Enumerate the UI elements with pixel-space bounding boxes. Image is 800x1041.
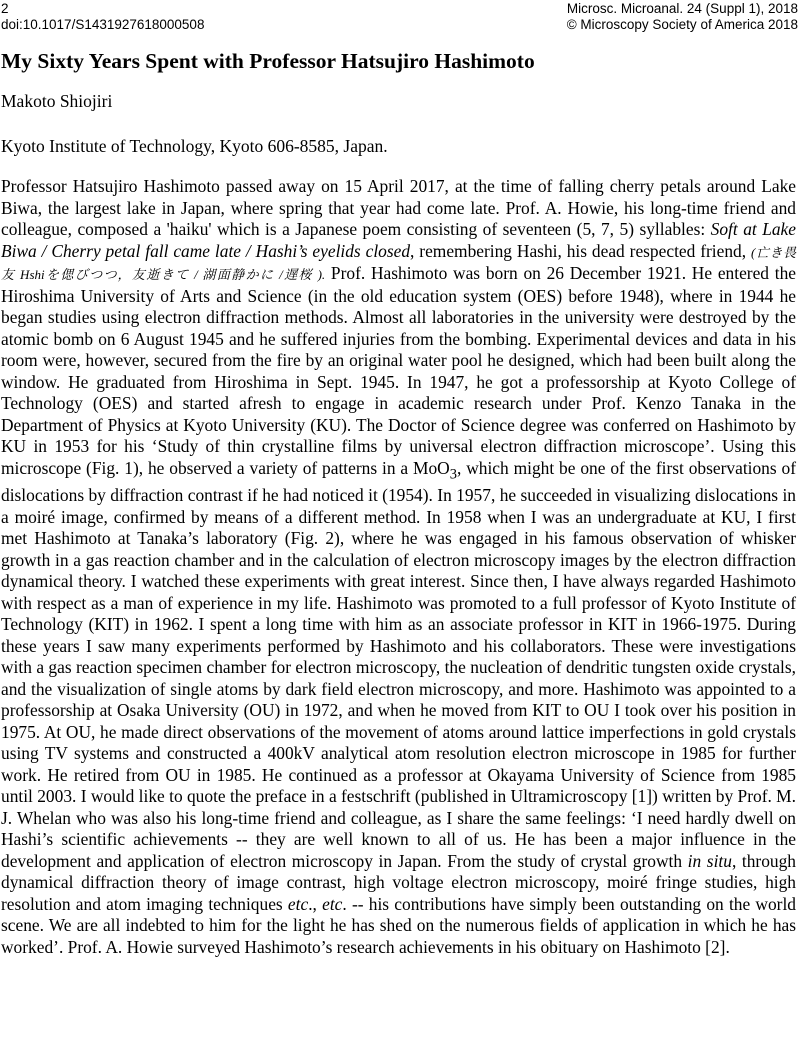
page-number: 2 xyxy=(1,1,9,16)
copyright: © Microscopy Society of America 2018 xyxy=(566,17,798,32)
emphasis-in-situ: in situ xyxy=(687,850,732,871)
body-text: , remembering Hashi, his dead respected friend, xyxy=(410,240,751,261)
body-text: , through dynamical diffraction theory of image contrast, high voltage electron microscopy, moiré fringe studies, high resolution and atom imaging techniques xyxy=(1,850,797,914)
author: Makoto Shiojiri xyxy=(1,91,113,111)
journal-citation: Microsc. Microanal. 24 (Suppl 1), 2018 xyxy=(566,1,798,16)
article-title: My Sixty Years Spent with Professor Hatsujiro Hashimoto xyxy=(1,49,535,73)
body-paragraph xyxy=(1,176,796,958)
subscript: 3 xyxy=(449,465,457,482)
body-text: Professor Hatsujiro Hashimoto passed away on 15 April 2017, at the time of falling cherry petals around Lake Biwa, the largest lake in Japan, where spring that year had come late. Prof. A. Howie, his long-time friend and colleague, composed a 'haiku' which is a Japanese poem consisting of seventeen (5, 7, 5) syllables: xyxy=(1,176,796,239)
emphasis-etc: etc xyxy=(322,893,343,914)
haiku-english: Soft at Lake Biwa / Cherry petal fall came late / Hashi’s eyelids closed xyxy=(1,219,796,261)
body-text: Prof. Hashimoto was born on 26 December 1921. He entered the Hiroshima University of Arts and Science (in the old education system (OES) before 1948), where in 1944 he began studies using electron diffraction methods. Almost all laboratories in the university were destroyed by the atomic bomb on 6 August 1945 and he suffered injuries from the bombing. Experimental devices and data in his room were, however, secured from the fire by an original water pool he designed, which had been built along the window. He graduated from Hiroshima in Sept. 1945. In 1947, he got a professorship at Kyoto College of Technology (OES) and started afresh to engage in academic research under Prof. Kenzo Tanaka in the Department of Physics at Kyoto University (KU). The Doctor of Science degree was conferred on Hashimoto by KU in 1953 for his ‘Study of thin crystalline films by universal electron diffraction microscope’. Using this microscope (Fig. 1), he observed a variety of patterns in a MoO xyxy=(1,263,796,478)
emphasis-etc: etc xyxy=(287,893,309,914)
body-text: , which might be one of the first observations of dislocations by diffraction contrast if he had noticed it (1954). In 1957, he succeeded in visualizing dislocations in a moiré image, confirmed by means of a different method. In 1958 when I was an undergraduate at KU, I first met Hashimoto at Tanaka’s laboratory (Fig. 2), where he was engaged in his famous observation of whisker growth in a gas reaction chamber and in the calculation of electron microscopy images by the electron diffraction dynamical theory. I watched these experiments with great interest. Since then, I have always regarded Hashimoto with respect as a man of experience in my life. Hashimoto was promoted to a full professor of Kyoto Institute of Technology (KIT) in 1962. I spent a long time with him as an associate professor in KIT in 1966-1975. During these years I saw many experiments performed by Hashimoto and his collaborators. These were investigations with a gas reaction specimen chamber for electron microscopy, the nucleation of dendritic tungsten oxide crystals, and the visualization of single atoms by dark field electron microscopy, and more. Hashimoto was appointed to a professorship at Osaka University (OU) in 1972, and when he moved from KIT to OU I took over his position in 1975. At OU, he made direct observations of the movement of atoms around lattice imperfections in gold crystals using TV systems and constructed a 400kV analytical atom resolution electron microscope in 1985 for further work. He retired from OU in 1985. He continued as a professor at Okayama University of Science from 1985 until 2003. I would like to quote the preface in a festschrift (published in Ultramicroscopy [1]) written by Prof. M. J. Whelan who was also his long-time friend and colleague, as I share the same feelings: ‘I need hardly dwell on Hashi’s scientific achievements -- they are well known to all of us. He has been a major influence in the development and application of electron microscopy in Japan. From the study of crystal growth xyxy=(1,457,797,871)
affiliation: Kyoto Institute of Technology, Kyoto 606-8585, Japan. xyxy=(1,136,388,156)
doi: doi:10.1017/S1431927618000508 xyxy=(1,17,205,32)
page-header xyxy=(0,0,800,34)
article xyxy=(1,48,796,976)
body-text: ., xyxy=(308,893,323,914)
haiku-japanese: (亡き畏友 Hshiを偲びつつ，友逝きて / 湖面静かに /遅桜 ). xyxy=(1,244,796,282)
body-text: . -- his contributions have simply been outstanding on the world scene. We are all indebted to him for the light he has shed on the numerous fields of application in which he has worked’. Prof. A. Howie surveyed Hashimoto’s research achievements in his obituary on Hashimoto [2]. xyxy=(1,893,796,957)
